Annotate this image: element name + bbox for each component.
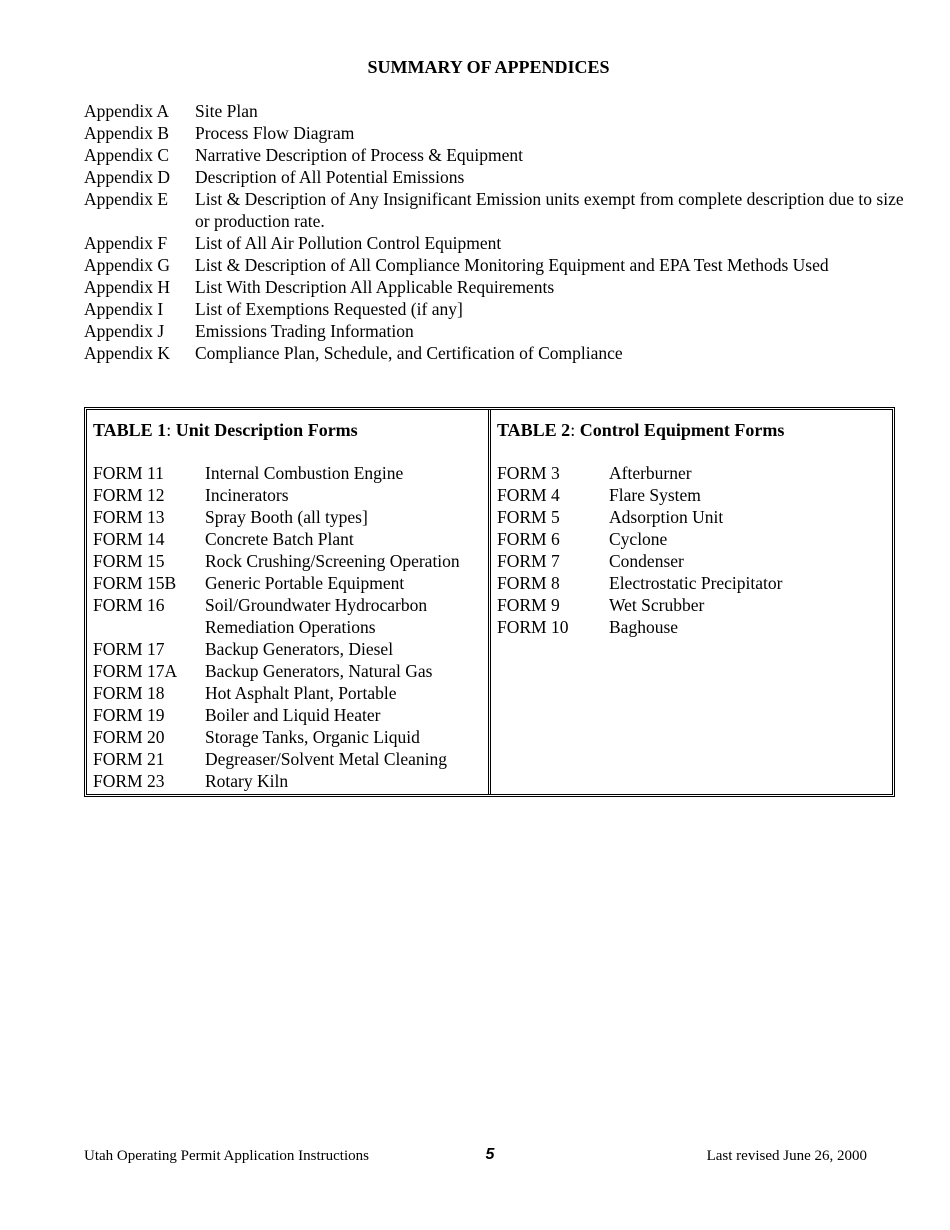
form-number: FORM 14 [93,529,165,549]
table-label: TABLE 2 [497,420,571,440]
form-number: FORM 20 [93,727,165,747]
table-row [497,550,892,572]
form-description: Rock Crushing/Screening Operation [205,551,460,571]
appendix-key: Appendix E [84,189,169,209]
appendix-key: Appendix B [84,123,170,143]
form-number: FORM 13 [93,507,165,527]
table-row [497,462,892,484]
appendix-key: Appendix I [84,299,164,319]
form-description: Cyclone [609,529,668,549]
appendix-row [84,188,904,232]
form-number: FORM 7 [497,551,560,571]
form-number: FORM 15B [93,573,177,593]
form-number: FORM 8 [497,573,560,593]
table-row [93,462,488,484]
appendix-row [84,232,904,254]
form-description: Backup Generators, Diesel [205,639,394,659]
appendix-row [84,342,904,364]
appendix-text: Compliance Plan, Schedule, and Certification of Compliance [195,343,623,363]
form-number: FORM 5 [497,507,560,527]
form-description: Soil/Groundwater Hydrocarbon Remediation Operations [205,595,428,637]
appendix-row [84,276,904,298]
appendix-text: Process Flow Diagram [195,123,355,143]
form-description: Electrostatic Precipitator [609,573,783,593]
appendix-text: Description of All Potential Emissions [195,167,465,187]
table-label: TABLE 1 [93,420,167,440]
appendix-row [84,254,904,276]
table-title: Unit Description Forms [175,420,358,440]
footer-document-title: Utah Operating Permit Application Instructions [84,1148,369,1164]
table-row [93,748,488,770]
form-number: FORM 19 [93,705,165,725]
appendix-key: Appendix D [84,167,171,187]
form-description: Condenser [609,551,684,571]
appendix-key: Appendix J [84,321,165,341]
table-unit-description-forms [87,410,491,794]
table-row [93,682,488,704]
table-row [93,594,488,638]
table-row [93,550,488,572]
table-row [93,572,488,594]
table-row [93,528,488,550]
table-title: Control Equipment Forms [579,420,785,440]
form-number: FORM 17A [93,661,178,681]
appendix-row [84,100,904,122]
form-description: Afterburner [609,463,692,483]
form-description: Backup Generators, Natural Gas [205,661,433,681]
table-row [497,616,892,638]
appendix-key: Appendix K [84,343,171,363]
table-row [93,726,488,748]
form-number: FORM 10 [497,617,569,637]
form-description: Flare System [609,485,701,505]
appendix-text: List With Description All Applicable Requirements [195,277,555,297]
appendix-key: Appendix G [84,255,171,275]
table-row [93,704,488,726]
table-row [497,484,892,506]
form-number: FORM 11 [93,463,164,483]
footer-revision-date: Last revised June 26, 2000 [706,1148,867,1164]
appendix-key: Appendix H [84,277,171,297]
appendix-row [84,320,904,342]
appendix-row [84,166,904,188]
table-row [497,506,892,528]
form-number: FORM 9 [497,595,560,615]
appendix-key: Appendix C [84,145,170,165]
form-description: Adsorption Unit [609,507,724,527]
form-description: Baghouse [609,617,679,637]
form-description: Boiler and Liquid Heater [205,705,381,725]
table-row [497,594,892,616]
appendix-text: List of Exemptions Requested (if any] [195,299,463,319]
form-number: FORM 21 [93,749,165,769]
form-number: FORM 15 [93,551,165,571]
appendix-row [84,122,904,144]
table-row [93,660,488,682]
table-heading: TABLE 1: Unit Description Forms [93,420,358,440]
form-description: Storage Tanks, Organic Liquid [205,727,420,747]
page-number: 5 [485,1146,495,1163]
form-number: FORM 12 [93,485,165,505]
table-control-equipment-forms [491,410,892,794]
form-description: Wet Scrubber [609,595,705,615]
table-row [497,528,892,550]
form-number: FORM 17 [93,639,165,659]
form-number: FORM 3 [497,463,560,483]
table-row [93,506,488,528]
form-number: FORM 6 [497,529,560,549]
table-heading: TABLE 2: Control Equipment Forms [497,420,785,440]
appendix-row [84,144,904,166]
form-description: Generic Portable Equipment [205,573,405,593]
form-number: FORM 23 [93,771,165,791]
appendix-text: List of All Air Pollution Control Equipment [195,233,502,253]
form-description: Incinerators [205,485,289,505]
page-title: SUMMARY OF APPENDICES [367,57,610,77]
form-description: Degreaser/Solvent Metal Cleaning [205,749,448,769]
table-row [93,770,488,792]
appendix-text: Narrative Description of Process & Equipment [195,145,524,165]
appendix-key: Appendix A [84,101,170,121]
appendix-row [84,298,904,320]
form-description: Concrete Batch Plant [205,529,354,549]
form-number: FORM 4 [497,485,560,505]
appendix-text: Emissions Trading Information [195,321,414,341]
appendix-key: Appendix F [84,233,168,253]
form-number: FORM 18 [93,683,165,703]
appendix-list [84,100,904,364]
table-row [93,484,488,506]
appendix-text: List & Description of Any Insignificant Emission units exempt from complete description due to size or production rate. [195,189,904,231]
form-description: Spray Booth (all types] [205,507,368,527]
form-description: Hot Asphalt Plant, Portable [205,683,397,703]
form-number: FORM 16 [93,595,165,615]
table-row [497,572,892,594]
appendix-text: List & Description of All Compliance Monitoring Equipment and EPA Test Methods Used [195,255,829,275]
table-row [93,638,488,660]
forms-tables [84,407,895,797]
appendix-text: Site Plan [195,101,258,121]
form-description: Rotary Kiln [205,771,289,791]
form-description: Internal Combustion Engine [205,463,404,483]
